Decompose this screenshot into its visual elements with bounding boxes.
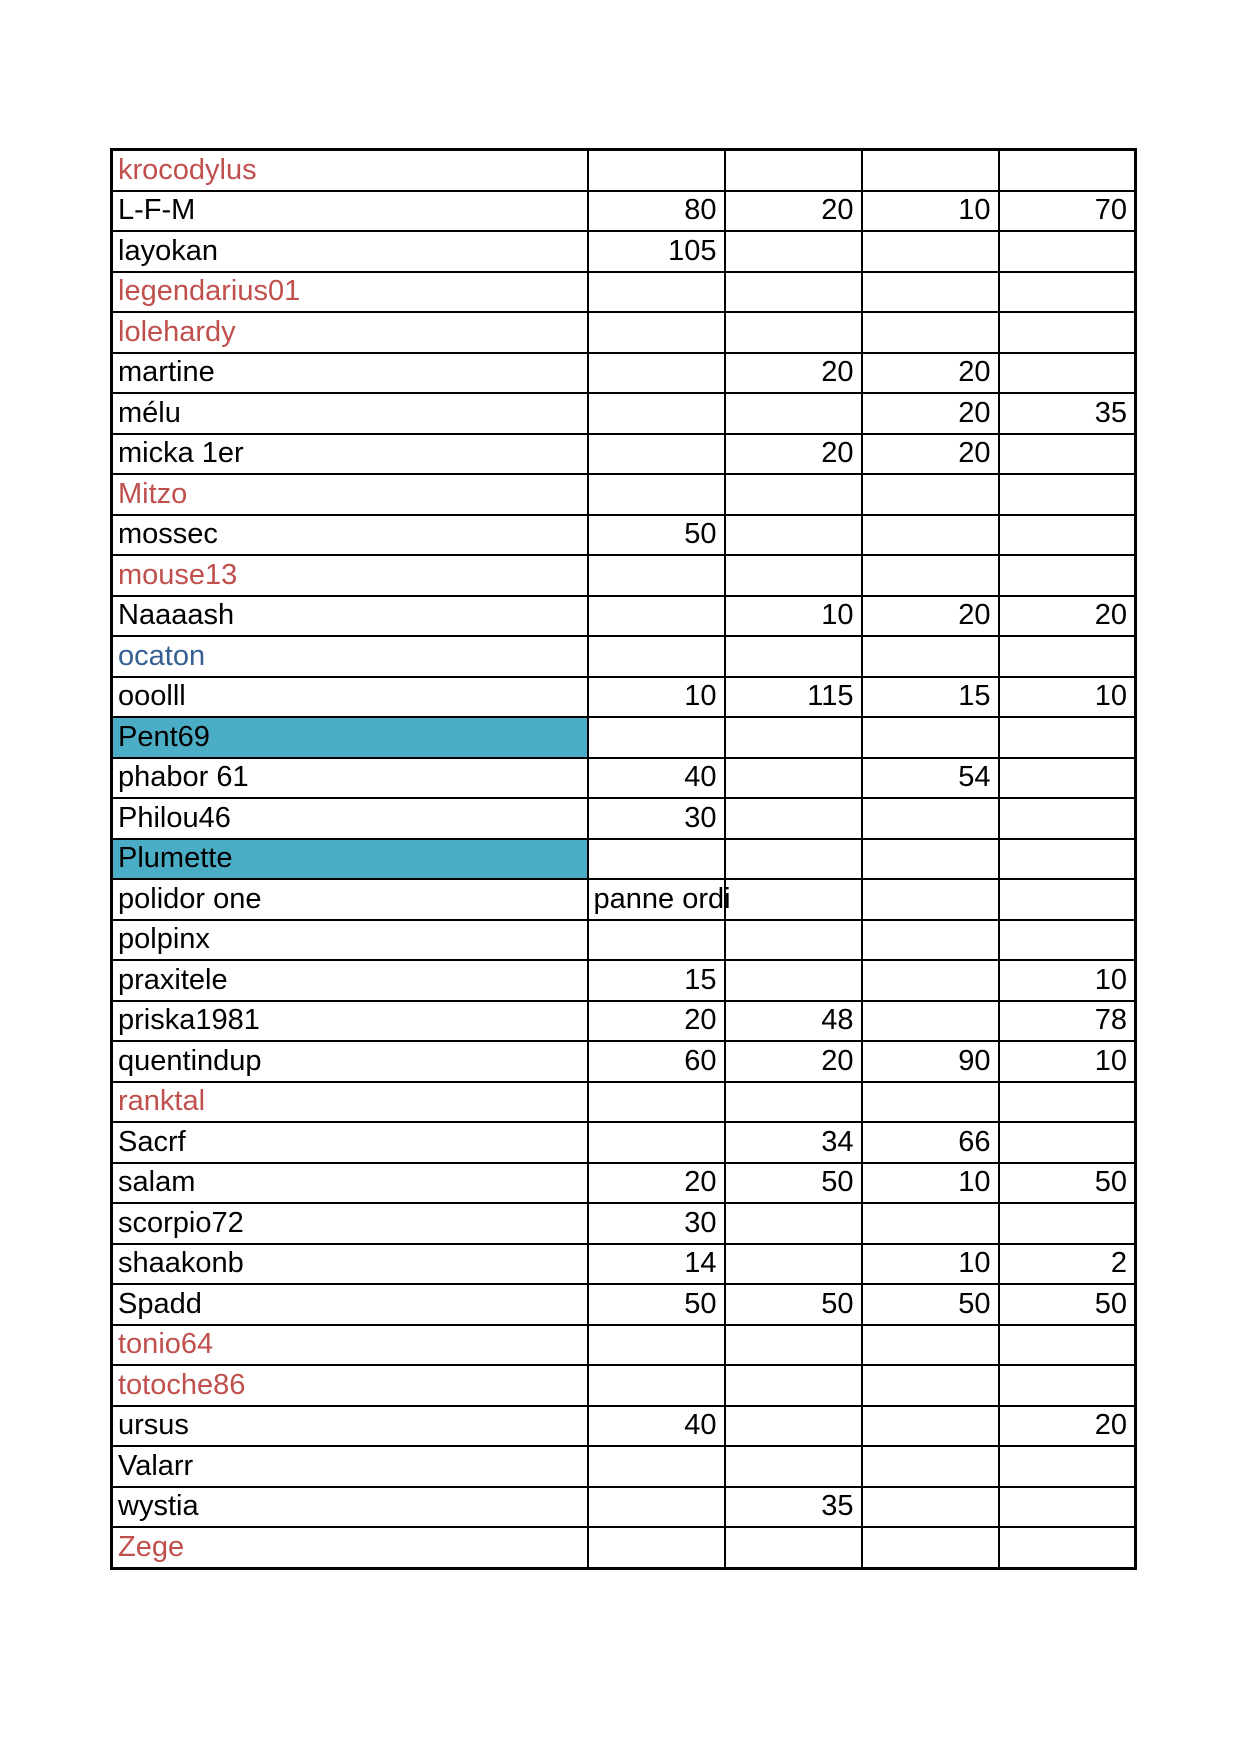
value-cell[interactable] xyxy=(588,555,725,596)
value-cell[interactable] xyxy=(862,920,999,961)
value-cell[interactable] xyxy=(588,150,725,191)
value-cell[interactable] xyxy=(999,474,1136,515)
table-row xyxy=(112,434,1136,475)
player-name-cell[interactable]: praxitele xyxy=(112,960,588,1001)
table-row xyxy=(112,393,1136,434)
table-row xyxy=(112,1284,1136,1325)
player-score-table xyxy=(110,148,1137,1570)
player-name-cell[interactable]: polpinx xyxy=(112,920,588,961)
value-cell[interactable]: 10 xyxy=(725,596,862,637)
table-row xyxy=(112,717,1136,758)
value-cell[interactable]: panne ordi xyxy=(588,879,725,920)
value-cell[interactable] xyxy=(725,1406,862,1447)
player-name-cell[interactable]: legendarius01 xyxy=(112,272,588,313)
player-name-cell[interactable]: wystia xyxy=(112,1487,588,1528)
value-cell[interactable] xyxy=(862,960,999,1001)
value-cell[interactable] xyxy=(862,798,999,839)
value-cell[interactable]: 10 xyxy=(862,1244,999,1285)
value-cell[interactable] xyxy=(999,272,1136,313)
value-cell[interactable] xyxy=(588,1325,725,1366)
value-cell[interactable] xyxy=(862,272,999,313)
player-name-cell[interactable]: Pent69 xyxy=(112,717,588,758)
table-row xyxy=(112,191,1136,232)
value-cell[interactable]: 30 xyxy=(588,798,725,839)
value-cell[interactable] xyxy=(999,1365,1136,1406)
player-name-cell[interactable]: martine xyxy=(112,353,588,394)
value-cell[interactable] xyxy=(999,920,1136,961)
value-cell[interactable]: 50 xyxy=(999,1163,1136,1204)
player-name-cell[interactable]: salam xyxy=(112,1163,588,1204)
value-cell[interactable] xyxy=(999,839,1136,880)
table-row xyxy=(112,1122,1136,1163)
value-cell[interactable]: 50 xyxy=(999,1284,1136,1325)
value-cell[interactable] xyxy=(588,1446,725,1487)
player-name-cell[interactable]: Philou46 xyxy=(112,798,588,839)
player-name-cell[interactable]: ooolll xyxy=(112,677,588,718)
value-cell[interactable] xyxy=(725,1325,862,1366)
player-name-cell[interactable]: mélu xyxy=(112,393,588,434)
value-cell[interactable]: 15 xyxy=(588,960,725,1001)
value-cell[interactable] xyxy=(725,474,862,515)
value-cell[interactable] xyxy=(725,555,862,596)
value-cell[interactable] xyxy=(999,555,1136,596)
value-cell[interactable] xyxy=(862,1001,999,1042)
table-row xyxy=(112,839,1136,880)
value-cell[interactable] xyxy=(999,1446,1136,1487)
value-cell[interactable] xyxy=(725,1446,862,1487)
player-name-cell[interactable]: layokan xyxy=(112,231,588,272)
value-cell[interactable] xyxy=(725,717,862,758)
value-cell[interactable] xyxy=(588,312,725,353)
value-cell[interactable] xyxy=(999,1203,1136,1244)
value-cell[interactable]: 66 xyxy=(862,1122,999,1163)
value-cell[interactable] xyxy=(999,636,1136,677)
value-cell[interactable] xyxy=(725,798,862,839)
player-name-cell[interactable]: phabor 61 xyxy=(112,758,588,799)
value-cell[interactable] xyxy=(588,1365,725,1406)
player-name-cell[interactable]: mouse13 xyxy=(112,555,588,596)
value-cell[interactable]: 10 xyxy=(999,677,1136,718)
player-name-cell[interactable]: ocaton xyxy=(112,636,588,677)
value-cell[interactable]: 105 xyxy=(588,231,725,272)
table-row xyxy=(112,879,1136,920)
table-row xyxy=(112,1487,1136,1528)
table-row xyxy=(112,474,1136,515)
value-cell[interactable]: 60 xyxy=(588,1041,725,1082)
value-cell[interactable]: 50 xyxy=(725,1163,862,1204)
value-cell[interactable]: 20 xyxy=(862,393,999,434)
table-row xyxy=(112,798,1136,839)
player-name-cell[interactable]: Plumette xyxy=(112,839,588,880)
value-cell[interactable] xyxy=(999,1527,1136,1568)
player-name-cell[interactable]: ursus xyxy=(112,1406,588,1447)
value-cell[interactable]: 20 xyxy=(999,1406,1136,1447)
player-name-cell[interactable]: Zege xyxy=(112,1527,588,1568)
value-cell[interactable] xyxy=(588,434,725,475)
table-row xyxy=(112,1406,1136,1447)
value-cell[interactable]: 54 xyxy=(862,758,999,799)
value-cell[interactable] xyxy=(725,1244,862,1285)
table-row xyxy=(112,1163,1136,1204)
value-cell[interactable] xyxy=(999,879,1136,920)
table-row xyxy=(112,920,1136,961)
value-cell[interactable] xyxy=(862,555,999,596)
player-name-cell[interactable]: priska1981 xyxy=(112,1001,588,1042)
value-cell[interactable] xyxy=(862,1487,999,1528)
table-row xyxy=(112,1527,1136,1568)
value-cell[interactable] xyxy=(588,920,725,961)
value-cell[interactable] xyxy=(725,1527,862,1568)
value-cell[interactable] xyxy=(999,717,1136,758)
value-cell[interactable] xyxy=(862,839,999,880)
table-row xyxy=(112,1203,1136,1244)
value-cell[interactable]: 48 xyxy=(725,1001,862,1042)
player-name-cell[interactable]: micka 1er xyxy=(112,434,588,475)
value-cell[interactable] xyxy=(588,1527,725,1568)
value-cell[interactable] xyxy=(999,1122,1136,1163)
value-cell[interactable] xyxy=(588,272,725,313)
value-cell[interactable] xyxy=(862,1365,999,1406)
value-cell[interactable] xyxy=(999,231,1136,272)
table-row xyxy=(112,758,1136,799)
value-cell[interactable] xyxy=(862,515,999,556)
table-row xyxy=(112,353,1136,394)
player-name-cell[interactable]: scorpio72 xyxy=(112,1203,588,1244)
value-cell[interactable]: 20 xyxy=(725,1041,862,1082)
value-cell[interactable] xyxy=(999,515,1136,556)
value-cell[interactable]: 50 xyxy=(588,1284,725,1325)
table-row xyxy=(112,596,1136,637)
value-cell[interactable] xyxy=(725,758,862,799)
table-row xyxy=(112,1365,1136,1406)
value-cell[interactable] xyxy=(588,717,725,758)
value-cell[interactable] xyxy=(862,717,999,758)
table-row xyxy=(112,1244,1136,1285)
value-cell[interactable]: 50 xyxy=(725,1284,862,1325)
value-cell[interactable]: 40 xyxy=(588,1406,725,1447)
table-row xyxy=(112,636,1136,677)
value-cell[interactable] xyxy=(725,150,862,191)
value-cell[interactable] xyxy=(725,312,862,353)
table-row xyxy=(112,312,1136,353)
player-name-cell[interactable]: mossec xyxy=(112,515,588,556)
value-cell[interactable]: 35 xyxy=(999,393,1136,434)
value-cell[interactable] xyxy=(862,1406,999,1447)
player-name-cell[interactable]: totoche86 xyxy=(112,1365,588,1406)
value-cell[interactable]: 90 xyxy=(862,1041,999,1082)
player-name-cell[interactable]: shaakonb xyxy=(112,1244,588,1285)
value-cell[interactable]: 20 xyxy=(725,191,862,232)
value-cell[interactable] xyxy=(725,515,862,556)
player-name-cell[interactable]: krocodylus xyxy=(112,150,588,191)
value-cell[interactable] xyxy=(999,758,1136,799)
value-cell[interactable] xyxy=(999,353,1136,394)
value-cell[interactable]: 50 xyxy=(862,1284,999,1325)
value-cell[interactable] xyxy=(588,1487,725,1528)
value-cell[interactable] xyxy=(862,474,999,515)
value-cell[interactable] xyxy=(999,150,1136,191)
value-cell[interactable]: 20 xyxy=(725,434,862,475)
value-cell[interactable] xyxy=(725,231,862,272)
value-cell[interactable] xyxy=(862,1446,999,1487)
value-cell[interactable] xyxy=(999,1082,1136,1123)
table-row xyxy=(112,231,1136,272)
value-cell[interactable] xyxy=(999,1325,1136,1366)
value-cell[interactable] xyxy=(588,1122,725,1163)
player-name-cell[interactable]: Valarr xyxy=(112,1446,588,1487)
value-cell[interactable]: 35 xyxy=(725,1487,862,1528)
value-cell[interactable] xyxy=(862,312,999,353)
value-cell[interactable] xyxy=(862,1527,999,1568)
value-cell[interactable]: 78 xyxy=(999,1001,1136,1042)
value-cell[interactable] xyxy=(862,879,999,920)
player-name-cell[interactable]: ranktal xyxy=(112,1082,588,1123)
value-cell[interactable]: 20 xyxy=(999,596,1136,637)
value-cell[interactable] xyxy=(588,839,725,880)
value-cell[interactable]: 115 xyxy=(725,677,862,718)
value-cell[interactable] xyxy=(999,1487,1136,1528)
value-cell[interactable]: 10 xyxy=(999,1041,1136,1082)
value-cell[interactable] xyxy=(725,1203,862,1244)
value-cell[interactable]: 20 xyxy=(862,596,999,637)
value-cell[interactable] xyxy=(725,1365,862,1406)
value-cell[interactable]: 20 xyxy=(588,1163,725,1204)
table-row xyxy=(112,960,1136,1001)
value-cell[interactable]: 14 xyxy=(588,1244,725,1285)
value-cell[interactable]: 10 xyxy=(862,1163,999,1204)
player-name-cell[interactable]: polidor one xyxy=(112,879,588,920)
value-cell[interactable] xyxy=(999,434,1136,475)
value-cell[interactable] xyxy=(588,393,725,434)
value-cell[interactable] xyxy=(588,353,725,394)
value-cell[interactable] xyxy=(862,1082,999,1123)
player-name-cell[interactable]: tonio64 xyxy=(112,1325,588,1366)
value-cell[interactable] xyxy=(725,1082,862,1123)
table-row xyxy=(112,677,1136,718)
value-cell[interactable] xyxy=(862,1325,999,1366)
value-cell[interactable] xyxy=(862,636,999,677)
value-cell[interactable] xyxy=(862,1203,999,1244)
value-cell[interactable]: 40 xyxy=(588,758,725,799)
value-cell[interactable] xyxy=(725,393,862,434)
value-cell[interactable] xyxy=(725,879,862,920)
value-cell[interactable]: 50 xyxy=(588,515,725,556)
table-row xyxy=(112,1325,1136,1366)
player-name-cell[interactable]: quentindup xyxy=(112,1041,588,1082)
table-row xyxy=(112,1041,1136,1082)
value-cell[interactable]: 15 xyxy=(862,677,999,718)
table-row xyxy=(112,1082,1136,1123)
value-cell[interactable] xyxy=(588,596,725,637)
value-cell[interactable]: 20 xyxy=(588,1001,725,1042)
value-cell[interactable] xyxy=(725,636,862,677)
value-cell[interactable]: 10 xyxy=(999,960,1136,1001)
table-row xyxy=(112,272,1136,313)
player-name-cell[interactable]: Naaaash xyxy=(112,596,588,637)
value-cell[interactable]: 2 xyxy=(999,1244,1136,1285)
value-cell[interactable]: 30 xyxy=(588,1203,725,1244)
table-row xyxy=(112,515,1136,556)
value-cell[interactable] xyxy=(862,231,999,272)
value-cell[interactable] xyxy=(725,272,862,313)
value-cell[interactable]: 80 xyxy=(588,191,725,232)
value-cell[interactable] xyxy=(862,150,999,191)
value-cell[interactable] xyxy=(725,839,862,880)
value-cell[interactable]: 20 xyxy=(862,353,999,394)
value-cell[interactable] xyxy=(588,1082,725,1123)
player-name-cell[interactable]: Spadd xyxy=(112,1284,588,1325)
value-cell[interactable] xyxy=(588,474,725,515)
value-cell[interactable] xyxy=(999,798,1136,839)
table-row xyxy=(112,555,1136,596)
value-cell[interactable] xyxy=(725,960,862,1001)
value-cell[interactable] xyxy=(588,636,725,677)
value-cell[interactable]: 70 xyxy=(999,191,1136,232)
value-cell[interactable] xyxy=(725,920,862,961)
value-cell[interactable]: 20 xyxy=(862,434,999,475)
player-name-cell[interactable]: L-F-M xyxy=(112,191,588,232)
player-name-cell[interactable]: Sacrf xyxy=(112,1122,588,1163)
value-cell[interactable] xyxy=(999,312,1136,353)
table-row xyxy=(112,150,1136,191)
table-row xyxy=(112,1001,1136,1042)
value-cell[interactable]: 34 xyxy=(725,1122,862,1163)
value-cell[interactable]: 10 xyxy=(588,677,725,718)
value-cell[interactable]: 10 xyxy=(862,191,999,232)
player-name-cell[interactable]: lolehardy xyxy=(112,312,588,353)
value-cell[interactable]: 20 xyxy=(725,353,862,394)
player-name-cell[interactable]: Mitzo xyxy=(112,474,588,515)
table-row xyxy=(112,1446,1136,1487)
